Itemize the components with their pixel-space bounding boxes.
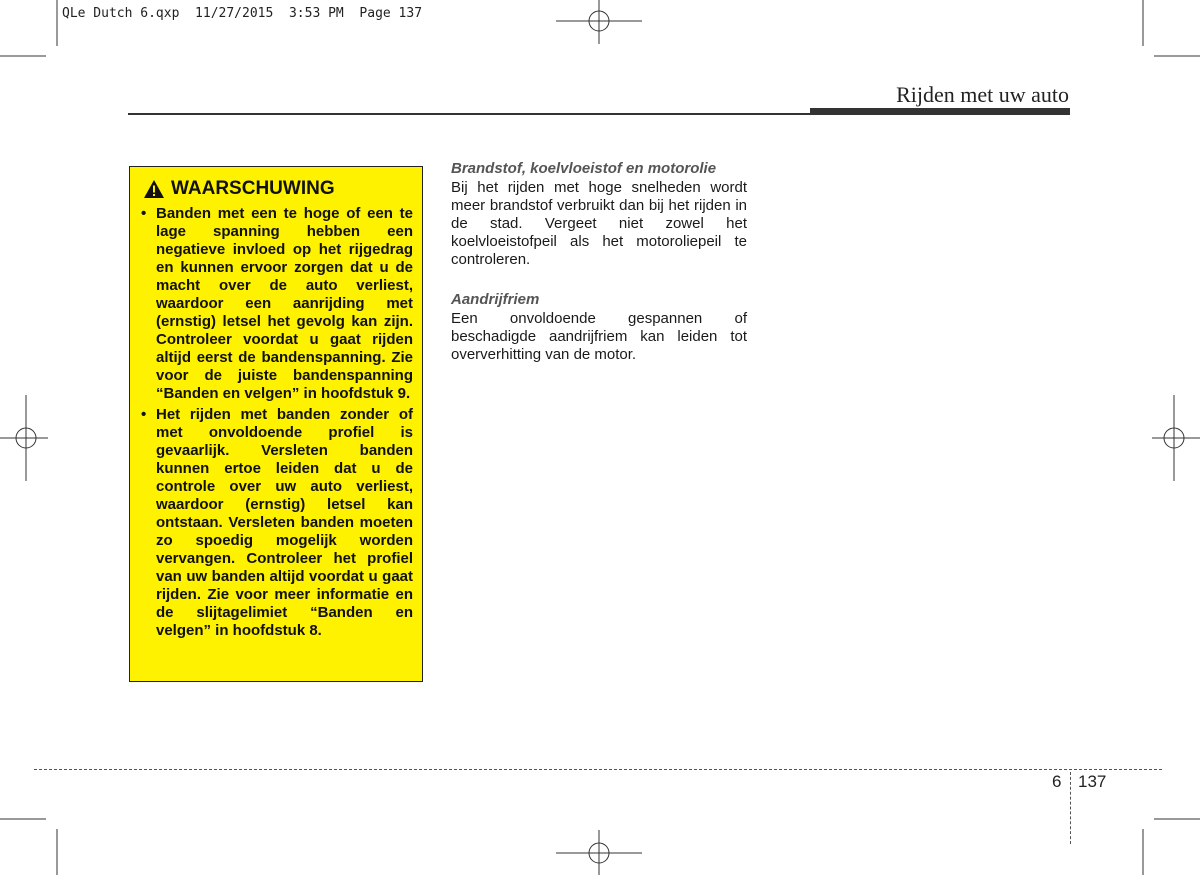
section-fuel-coolant-oil — [451, 160, 747, 269]
header-rule — [128, 113, 812, 115]
warning-list — [139, 205, 413, 640]
running-header-title: Rijden met uw auto — [896, 82, 1069, 107]
section-body: Een onvoldoende gespannen of beschadigde aandrijfriem kan leiden tot oververhitting van de motor. — [451, 310, 747, 363]
bullet: • — [141, 406, 147, 423]
chapter-number: 6 — [1052, 772, 1062, 791]
warning-box — [129, 166, 423, 682]
warning-title: WAARSCHUWING — [171, 178, 335, 199]
registration-mark-bottom — [556, 830, 642, 875]
section-heading: Aandrijfriem — [451, 291, 540, 308]
warning-heading — [143, 178, 413, 200]
footer-separator — [1070, 772, 1071, 844]
footer-dashed-rule — [34, 769, 1162, 770]
section-drive-belt — [451, 291, 747, 364]
right-column — [451, 160, 747, 386]
registration-mark-top — [556, 0, 642, 44]
registration-mark-left — [0, 395, 48, 481]
print-slug-line: QLe Dutch 6.qxp 11/27/2015 3:53 PM Page 137 — [62, 6, 423, 21]
bullet: • — [141, 205, 147, 222]
section-heading: Brandstof, koelvloeistof en motorolie — [451, 160, 717, 177]
warning-item-tire-tread — [139, 406, 413, 640]
registration-mark-right — [1152, 395, 1200, 481]
section-body: Bij het rijden met hoge snelheden wordt meer brandstof verbruikt dan bij het rijden in de stad. Vergeet niet zowel het koelvloeistofpeil als het motoroliepeil te controleren. — [451, 179, 747, 268]
warning-item-tire-pressure — [139, 205, 413, 403]
warning-item-text: Banden met een te hoge of een te lage spanning hebben een negatieve invloed op het rijgedrag en kunnen ervoor zorgen dat u de macht over de auto verliest, waardoor een aanrijding met (ernstig) letsel het gevolg kan zijn. Controleer voordat u gaat rijden altijd eerst de bandenspanning. Zie voor de juiste bandenspanning “Banden en velgen” in hoofdstuk 9. — [156, 205, 413, 402]
header-rule-accent — [810, 108, 1070, 115]
page-number: 137 — [1078, 772, 1107, 791]
warning-triangle-icon — [143, 179, 165, 199]
warning-item-text: Het rijden met banden zonder of met onvoldoende profiel is gevaarlijk. Versleten banden kunnen ertoe leiden dat u de controle over uw auto verliest, waardoor (ernstig) letsel kan ontstaan. Versleten banden moeten zo spoedig mogelijk worden vervangen. Controleer het profiel van uw banden altijd voordat u gaat rijden. Zie voor meer informatie en de slijtagelimiet “Banden en velgen” in hoofdstuk 8. — [156, 406, 413, 639]
